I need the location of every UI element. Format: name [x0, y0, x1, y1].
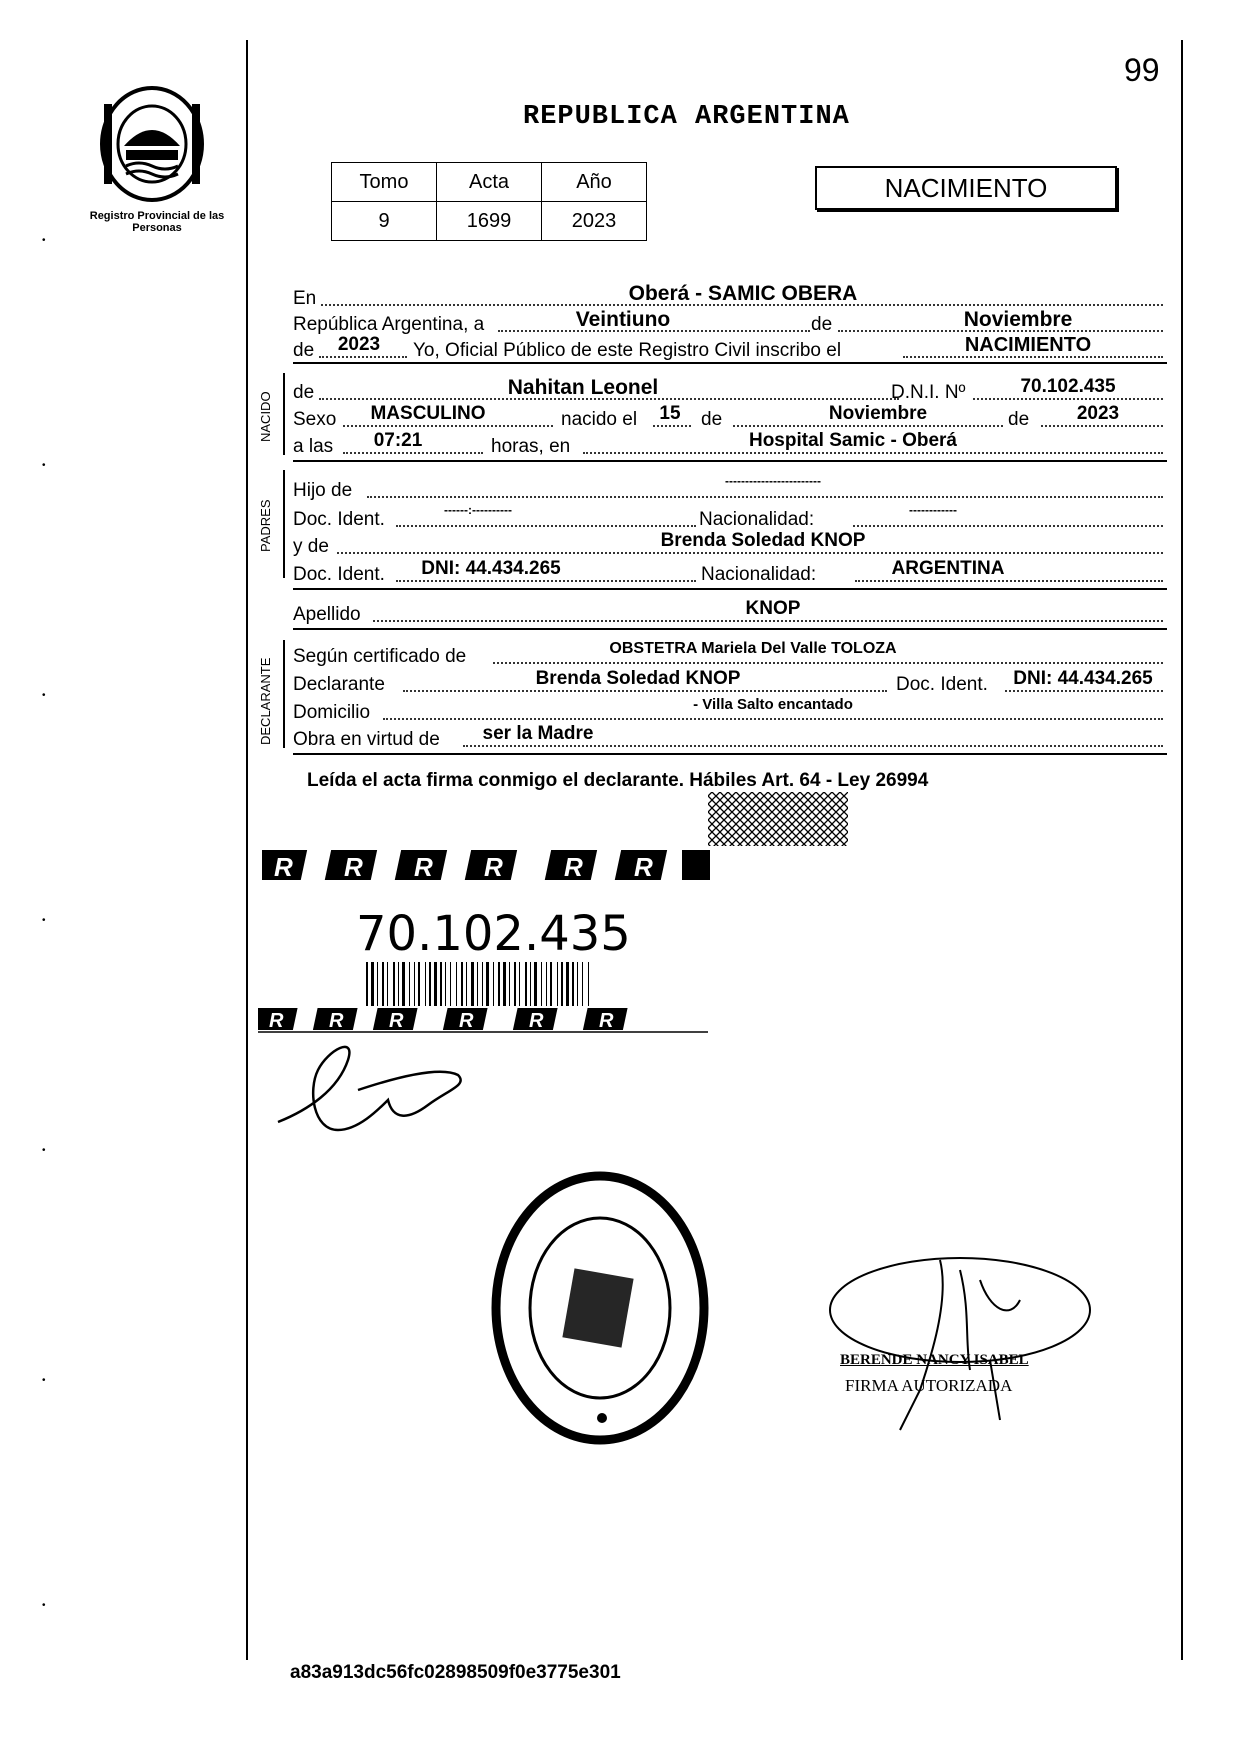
value-madre: Brenda Soledad KNOP — [660, 530, 866, 551]
value-madre-doc: DNI: 44.434.265 — [421, 558, 561, 579]
value-declarante-doc: DNI: 44.434.265 — [1013, 668, 1153, 689]
label-obra: Obra en virtud de — [293, 729, 440, 750]
official-stamp-icon — [490, 1168, 710, 1453]
value-domicilio: - Villa Salto encantado — [693, 696, 853, 713]
authorized-signature-icon — [820, 1240, 1100, 1445]
security-r-marks-top — [262, 846, 712, 891]
row-certificado — [293, 642, 1165, 668]
value-tipo: NACIMIENTO — [964, 334, 1092, 356]
row-madre-doc — [293, 560, 1165, 586]
svg-text:R: R — [344, 852, 363, 882]
document-hash: a83a913dc56fc02898509f0e3775e301 — [290, 1662, 621, 1683]
row-lugar — [293, 284, 1165, 310]
value-sexo: MASCULINO — [370, 403, 486, 424]
value-lugar-nac: Hospital Samic - Oberá — [748, 430, 957, 451]
legal-note: Leída el acta firma conmigo el declarante. Hábiles Art. 64 - Ley 26994 — [307, 770, 929, 791]
table-header-acta: Acta — [437, 163, 542, 202]
row-domicilio — [293, 698, 1165, 724]
value-hora: 07:21 — [373, 430, 423, 451]
table-header-tomo: Tomo — [332, 163, 437, 202]
label-y-de: y de — [293, 536, 329, 557]
label-nacionalidad: Nacionalidad: — [699, 509, 815, 530]
svg-text:R: R — [634, 852, 653, 882]
divider — [293, 628, 1167, 630]
value-lugar: Oberá - SAMIC OBERA — [628, 282, 858, 305]
label-de-year: de — [293, 340, 315, 361]
row-obra — [293, 725, 1165, 751]
label-horas-en: horas, en — [491, 436, 571, 457]
margin-dot: • — [42, 1375, 46, 1386]
svg-text:R: R — [389, 1010, 404, 1032]
svg-text:R: R — [274, 852, 293, 882]
label-dni: D.N.I. Nº — [891, 382, 966, 403]
row-fecha — [293, 310, 1165, 336]
divider — [293, 753, 1167, 755]
margin-dot: • — [42, 460, 46, 471]
side-label-nacido: NACIDO — [258, 391, 273, 442]
label-segun-cert: Según certificado de — [293, 646, 467, 667]
value-apellido: KNOP — [745, 598, 801, 619]
declarante-bracket — [283, 640, 285, 748]
svg-text:R: R — [329, 1010, 344, 1032]
value-dia-nac: 15 — [659, 403, 681, 424]
margin-dot: • — [42, 690, 46, 701]
label-de-name: de — [293, 382, 315, 403]
value-dni: 70.102.435 — [1020, 376, 1116, 397]
value-nombre: Nahitan Leonel — [507, 376, 659, 399]
label-republica: República Argentina, a — [293, 314, 485, 335]
side-label-padres: PADRES — [258, 499, 273, 552]
label-apellido: Apellido — [293, 604, 361, 625]
registry-label: Registro Provincial de las Personas — [89, 210, 225, 234]
label-a-las: a las — [293, 436, 334, 457]
svg-text:R: R — [529, 1010, 544, 1032]
divider — [293, 460, 1167, 462]
value-certificado: OBSTETRA Mariela Del Valle TOLOZA — [609, 640, 897, 657]
table-header-anio: Año — [542, 163, 647, 202]
label-nacido-el: nacido el — [561, 409, 638, 430]
row-nombre — [293, 378, 1165, 404]
row-padre-doc — [293, 505, 1165, 531]
value-madre-nac: ARGENTINA — [891, 558, 1005, 579]
svg-text:R: R — [269, 1010, 284, 1032]
value-anio-nac: 2023 — [1076, 403, 1120, 424]
divider — [293, 362, 1167, 364]
margin-dot: • — [42, 915, 46, 926]
margin-dot: • — [42, 1145, 46, 1156]
label-sexo: Sexo — [293, 409, 337, 430]
value-dia: Veintiuno — [575, 308, 671, 331]
row-hora — [293, 432, 1165, 458]
left-margin-line — [246, 40, 248, 1660]
label-de: de — [811, 314, 833, 335]
value-padre: ------------------------ — [725, 474, 821, 488]
label-doc-ident-decl: Doc. Ident. — [896, 674, 988, 695]
label-de-anio: de — [1008, 409, 1030, 430]
signature-label: FIRMA AUTORIZADA — [845, 1376, 1013, 1395]
id-number: 70.102.435 — [356, 906, 631, 962]
svg-text:R: R — [414, 852, 433, 882]
label-yo-oficial: Yo, Oficial Público de este Registro Civil inscribo el — [413, 340, 842, 361]
label-doc-ident: Doc. Ident. — [293, 509, 385, 530]
record-table — [331, 162, 647, 241]
label-doc-ident: Doc. Ident. — [293, 564, 385, 585]
table-value-acta: 1699 — [437, 202, 542, 241]
value-mes: Noviembre — [963, 308, 1073, 331]
svg-text:R: R — [599, 1010, 614, 1032]
table-value-anio: 2023 — [542, 202, 647, 241]
signatory-name: BERENDE NANCY ISABEL — [840, 1352, 1029, 1368]
label-en: En — [293, 288, 317, 309]
padres-bracket — [283, 470, 285, 578]
label-domicilio: Domicilio — [293, 702, 371, 723]
label-hijo-de: Hijo de — [293, 480, 353, 501]
value-padre-nac: ------------ — [909, 503, 957, 517]
barcode-icon — [366, 962, 590, 1011]
row-anio — [293, 336, 1165, 362]
row-declarante — [293, 670, 1165, 696]
record-type-box: NACIMIENTO — [815, 166, 1117, 210]
side-label-declarante: DECLARANTE — [258, 657, 273, 745]
margin-dot: • — [42, 1600, 46, 1611]
svg-text:R: R — [564, 852, 583, 882]
label-declarante: Declarante — [293, 674, 385, 695]
row-madre — [293, 532, 1165, 558]
margin-dot: • — [42, 235, 46, 246]
security-pattern-icon — [708, 792, 848, 846]
value-obra: ser la Madre — [482, 723, 594, 744]
page-number: 99 — [1124, 52, 1160, 88]
page-title: REPUBLICA ARGENTINA — [523, 102, 850, 132]
right-margin-line — [1181, 40, 1183, 1660]
value-anio: 2023 — [337, 334, 381, 355]
value-declarante: Brenda Soledad KNOP — [535, 668, 741, 689]
row-apellido — [293, 600, 1165, 626]
value-padre-doc: ------:---------- — [444, 503, 512, 517]
label-nacionalidad: Nacionalidad: — [701, 564, 817, 585]
svg-text:R: R — [484, 852, 503, 882]
declarant-signature-icon — [268, 1030, 488, 1145]
row-sexo — [293, 405, 1165, 431]
row-padre — [293, 476, 1165, 502]
svg-text:R: R — [459, 1010, 474, 1032]
label-de-mes: de — [701, 409, 723, 430]
table-value-tomo: 9 — [332, 202, 437, 241]
divider — [293, 588, 1167, 590]
value-mes-nac: Noviembre — [828, 403, 928, 424]
nacido-bracket — [283, 373, 285, 455]
